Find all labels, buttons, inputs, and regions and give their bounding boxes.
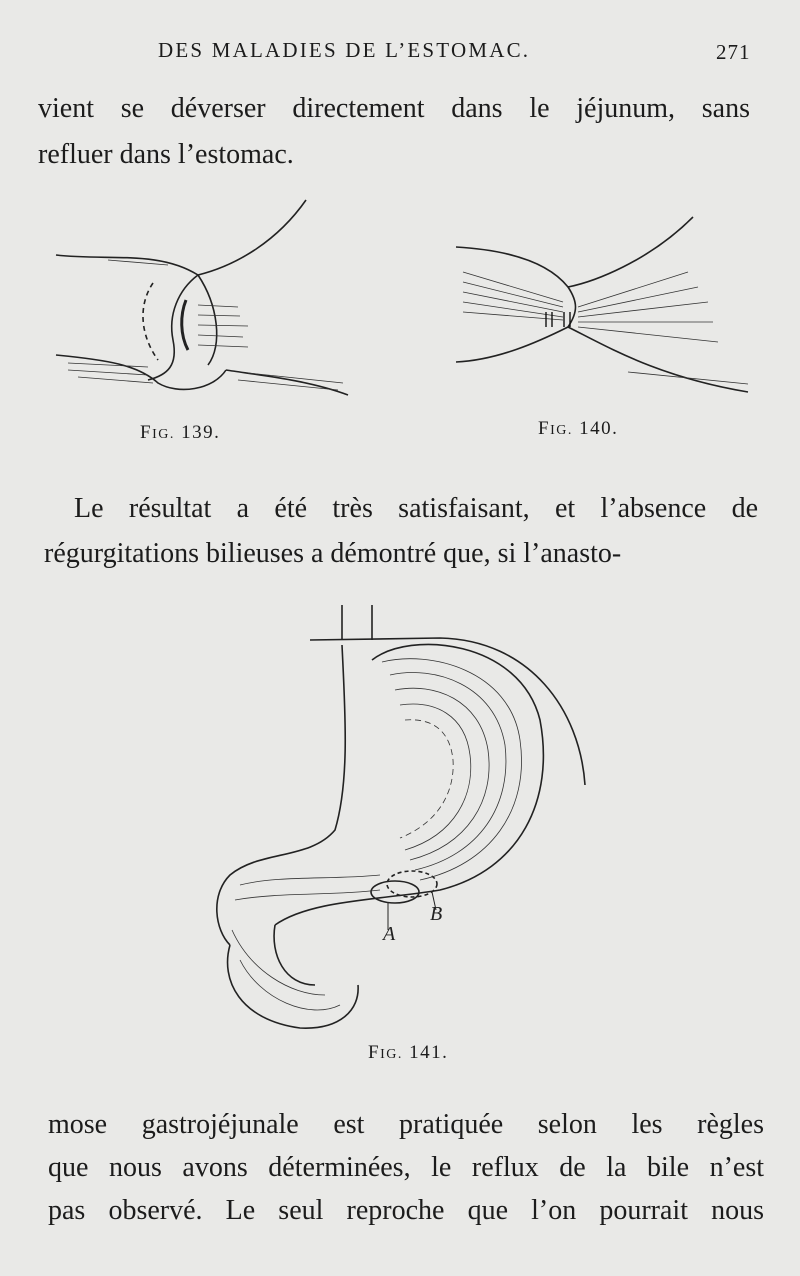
- figure-139-illustration: [48, 195, 368, 405]
- figure-141-caption: FIG. 141.: [368, 1042, 449, 1063]
- figure-140-illustration: [448, 212, 758, 397]
- figure-141-illustration: [200, 600, 600, 1040]
- text-line: régurgitations bilieuses a démontré que, si l’anasto-: [44, 538, 622, 569]
- label-a: A: [383, 923, 396, 945]
- text-line: vient se déverser directement dans le jéjunum, sans: [38, 93, 750, 124]
- page-number: 271: [716, 40, 751, 64]
- label-b: B: [430, 903, 443, 925]
- text-line: mose gastrojéjunale est pratiquée selon les règles: [48, 1109, 764, 1140]
- text-line: que nous avons déterminées, le reflux de la bile n’est: [48, 1152, 764, 1183]
- figure-140-caption: FIG. 140.: [538, 418, 619, 439]
- text-line: refluer dans l’estomac.: [38, 139, 294, 170]
- page-header: [0, 38, 800, 68]
- text-line: Le résultat a été très satisfaisant, et l’absence de: [74, 493, 758, 524]
- text-line: pas observé. Le seul reproche que l’on pourrait nous: [48, 1195, 764, 1226]
- running-title: DES MALADIES DE L’ESTOMAC.: [158, 38, 531, 62]
- figure-139-caption: FIG. 139.: [140, 422, 221, 443]
